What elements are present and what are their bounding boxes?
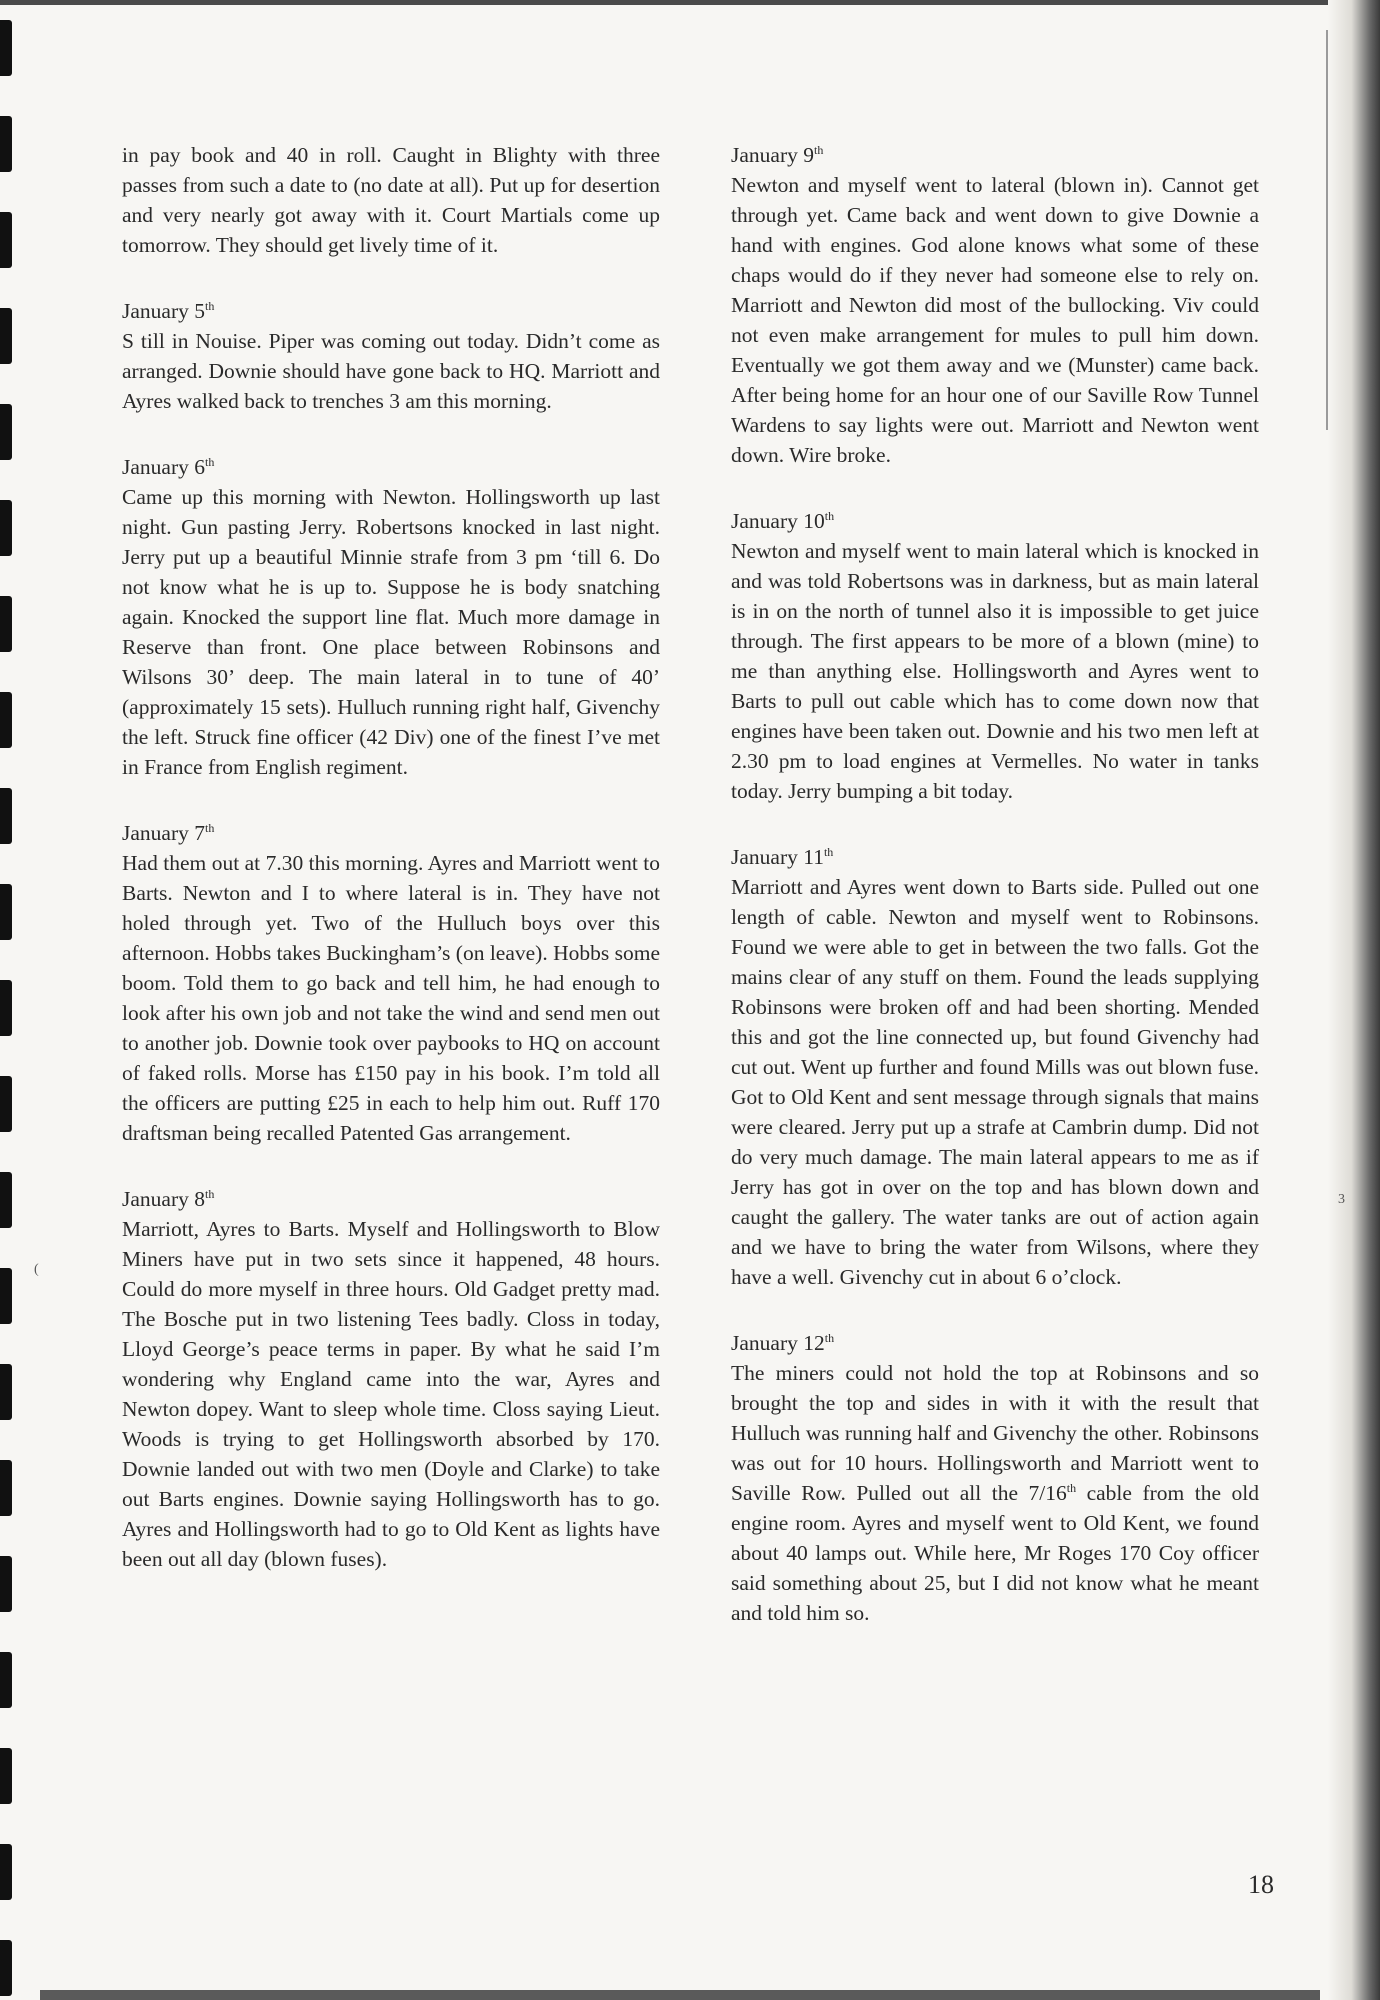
- scan-bottom-edge: [40, 1990, 1320, 2000]
- binding-hole: [0, 1652, 12, 1708]
- binding-hole: [0, 1844, 12, 1900]
- right-column: [731, 140, 1259, 1664]
- entry-text: S till in Nouise. Piper was coming out today. Didn’t come as arranged. Downie should have gone back to HQ. Marriott and Ayres walked back to trenches 3 am this morning.: [122, 329, 660, 413]
- binding-hole: [0, 1460, 12, 1516]
- entry-january-12: [731, 1328, 1259, 1628]
- entry-january-5: [122, 296, 660, 416]
- binding-hole: [0, 1268, 12, 1324]
- scan-top-edge: [0, 0, 1380, 5]
- binding-holes: [0, 0, 30, 2000]
- binding-hole: [0, 116, 12, 172]
- binding-hole: [0, 788, 12, 844]
- entry-intro: [122, 140, 660, 260]
- entry-text: The miners could not hold the top at Robinsons and so brought the top and sides in with it with the result that Hulluch was running half and Givenchy the other. Robinsons was out for 10 hours. Hollingsworth and Marriott went to Saville Row. Pulled out all the 7/16th cable from the old engine room. Ayres and myself went to Old Kent, we found about 40 lamps out. While here, Mr Roges 170 Coy officer said something about 25, but I did not know what he meant and told him so.: [731, 1361, 1259, 1625]
- entry-date: January 7th: [122, 820, 215, 845]
- entry-text: Newton and myself went to lateral (blown in). Cannot get through yet. Came back and went down to give Downie a hand with engines. God alone knows what some of these chaps would do if they never had someone else to rely on. Marriott and Newton did most of the bullocking. Viv could not even make arrangement for mules to pull him down. Eventually we got them away and we (Munster) came back. After being home for an hour one of our Saville Row Tunnel Wardens to say lights were out. Marriott and Newton went down. Wire broke.: [731, 173, 1259, 467]
- entry-date: January 6th: [122, 454, 215, 479]
- binding-hole: [0, 1076, 12, 1132]
- left-column: [122, 140, 660, 1610]
- binding-hole: [0, 20, 12, 76]
- entry-january-11: [731, 842, 1259, 1292]
- entry-text: Marriott, Ayres to Barts. Myself and Hollingsworth to Blow Miners have put in two sets since it happened, 48 hours. Could do more myself in three hours. Old Gadget pretty mad. The Bosche put in two listening Tees badly. Closs in today, Lloyd George’s peace terms in paper. By what he said I’m wondering why England came into the war, Ayres and Newton dopey. Want to sleep whole time. Closs saying Lieut. Woods is trying to get Hollingsworth absorbed by 170. Downie landed out with two men (Doyle and Clarke) to take out Barts engines. Downie saying Hollingsworth has to go. Ayres and Hollingsworth had to go to Old Kent as lights have been out all day (blown fuses).: [122, 1217, 660, 1571]
- entry-january-7: [122, 818, 660, 1148]
- entry-date: January 9th: [731, 142, 824, 167]
- entry-january-10: [731, 506, 1259, 806]
- binding-hole: [0, 1748, 12, 1804]
- binding-hole: [0, 596, 12, 652]
- margin-mark-left: (: [34, 1262, 39, 1277]
- binding-hole: [0, 1556, 12, 1612]
- entry-date: January 12th: [731, 1330, 835, 1355]
- binding-hole: [0, 884, 12, 940]
- binding-hole: [0, 404, 12, 460]
- entry-text: Had them out at 7.30 this morning. Ayres and Marriott went to Barts. Newton and I to where lateral is in. They have not holed through yet. Two of the Hulluch boys over this afternoon. Hobbs takes Buckingham’s (on leave). Hobbs some boom. Told them to go back and tell him, he had enough to look after his own job and not take the wind and send men out to another job. Downie took over paybooks to HQ on account of faked rolls. Morse has £150 pay in his book. I’m told all the officers are putting £25 in each to help him out. Ruff 170 draftsman being recalled Patented Gas arrangement.: [122, 851, 660, 1145]
- page-number: 18: [1248, 1870, 1274, 1899]
- margin-mark-right: 3: [1338, 1192, 1345, 1207]
- entry-text: Marriott and Ayres went down to Barts side. Pulled out one length of cable. Newton and myself went to Robinsons. Found we were able to get in between the two falls. Got the mains clear of any stuff on them. Found the leads supplying Robinsons were broken off and had been shorting. Mended this and got the line connected up, but found Givenchy had cut out. Went up further and found Mills was out blown fuse. Got to Old Kent and sent message through signals that mains were cleared. Jerry put up a strafe at Cambrin dump. Did not do very much damage. The main lateral appears to me as if Jerry has got in over on the top and has blown down and caught the gallery. The water tanks are out of action again and we have to bring the water from Wilsons, where they have a well. Givenchy cut in about 6 o’clock.: [731, 875, 1259, 1289]
- binding-hole: [0, 308, 12, 364]
- binding-hole: [0, 500, 12, 556]
- entry-january-9: [731, 140, 1259, 470]
- binding-hole: [0, 1364, 12, 1420]
- entry-text: Came up this morning with Newton. Hollingsworth up last night. Gun pasting Jerry. Robertsons knocked in last night. Jerry put up a beautiful Minnie strafe from 3 pm ‘till 6. Do not know what he is up to. Suppose he is body snatching again. Knocked the support line flat. Much more damage in Reserve than front. One place between Robinsons and Wilsons 30’ deep. The main lateral in to tune of 40’ (approximately 15 sets). Hulluch running right half, Givenchy the left. Struck fine officer (42 Div) one of the finest I’ve met in France from English regiment.: [122, 485, 660, 779]
- entry-date: January 11th: [731, 844, 834, 869]
- scan-right-line: [1326, 30, 1328, 430]
- entry-text: in pay book and 40 in roll. Caught in Blighty with three passes from such a date to (no date at all). Put up for desertion and very nearly got away with it. Court Martials come up tomorrow. They should get lively time of it.: [122, 143, 660, 257]
- entry-date: January 10th: [731, 508, 835, 533]
- binding-hole: [0, 980, 12, 1036]
- entry-date: January 5th: [122, 298, 215, 323]
- binding-hole: [0, 692, 12, 748]
- entry-text: Newton and myself went to main lateral which is knocked in and was told Robertsons was in darkness, but as main lateral is in on the north of tunnel also it is impossible to get juice through. The first appears to be more of a blown (mine) to me than anything else. Hollingsworth and Ayres went to Barts to pull out cable which has to come down now that engines have been taken out. Downie and his two men left at 2.30 pm to load engines at Vermelles. No water in tanks today. Jerry bumping a bit today.: [731, 539, 1259, 803]
- entry-january-8: [122, 1184, 660, 1574]
- binding-hole: [0, 1940, 12, 1996]
- binding-hole: [0, 212, 12, 268]
- entry-date: January 8th: [122, 1186, 215, 1211]
- scan-right-edge: [1328, 0, 1380, 2000]
- binding-hole: [0, 1172, 12, 1228]
- entry-january-6: [122, 452, 660, 782]
